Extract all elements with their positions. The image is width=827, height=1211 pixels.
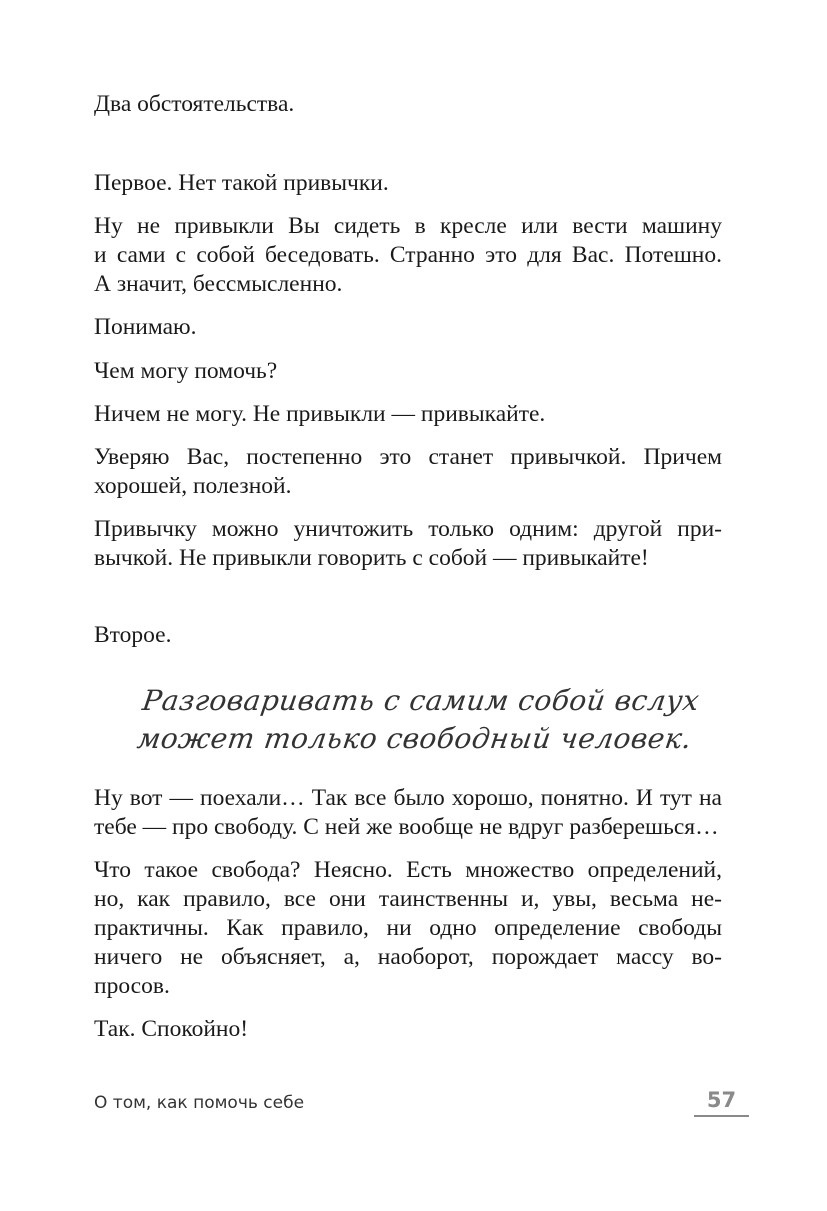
paragraph — [94, 400, 722, 429]
text-line: Привычку можно уничтожить только одним: другой при- — [94, 516, 722, 542]
text-line: Что такое свобода? Неясно. Есть множество определений, — [94, 857, 722, 883]
text-line: тебе — про свободу. С ней же вообще не вдруг разберешься… — [94, 814, 719, 840]
handwritten-quote — [135, 682, 706, 758]
text-line: и сами с собой беседовать. Странно это для Вас. Потешно. — [94, 242, 722, 268]
text-line: практичны. Как правило, ни одно определение свободы — [94, 915, 722, 941]
paragraph — [94, 169, 722, 198]
text-line: Ничем не могу. Не привыкли — привыкайте. — [94, 401, 546, 427]
paragraph — [94, 90, 722, 119]
quote-line: может только свободный человек. — [135, 722, 694, 755]
paragraph — [94, 313, 722, 342]
page-number: 57 — [694, 1088, 749, 1117]
paragraph — [94, 515, 722, 573]
text-line: Чем могу помочь? — [94, 358, 278, 384]
text-line: Уверяю Вас, постепенно это станет привычкой. Причем — [94, 444, 722, 470]
text-line: Понимаю. — [94, 314, 197, 340]
text-line: Два обстоятельства. — [94, 91, 295, 117]
text-line: А значит, бессмысленно. — [94, 271, 343, 297]
text-line: Ну не привыкли Вы сидеть в кресле или вести машину — [94, 213, 722, 239]
text-line: хорошей, полезной. — [94, 473, 292, 499]
text-line: вычкой. Не привыкли говорить с собой — привыкайте! — [94, 545, 649, 571]
text-line: но, как правило, все они таинственны и, увы, весьма не- — [94, 886, 722, 912]
paragraph — [94, 443, 722, 501]
paragraph — [94, 784, 722, 842]
text-line: просов. — [94, 973, 170, 999]
text-line: Ну вот — поехали… Так все было хорошо, понятно. И тут на — [94, 785, 722, 811]
paragraph — [94, 1015, 722, 1044]
paragraph — [94, 212, 722, 299]
paragraph — [94, 621, 722, 650]
text-line: Так. Спокойно! — [94, 1016, 249, 1042]
text-line: ничего не объясняет, а, наоборот, порождает массу во- — [94, 944, 722, 970]
paragraph — [94, 856, 722, 1001]
text-line: Второе. — [94, 622, 172, 648]
running-footer-title: О том, как помочь себе — [94, 1093, 305, 1113]
text-line: Первое. Нет такой привычки. — [94, 170, 389, 196]
paragraph — [94, 357, 722, 386]
quote-line: Разговаривать с самим собой вслух — [140, 684, 702, 717]
